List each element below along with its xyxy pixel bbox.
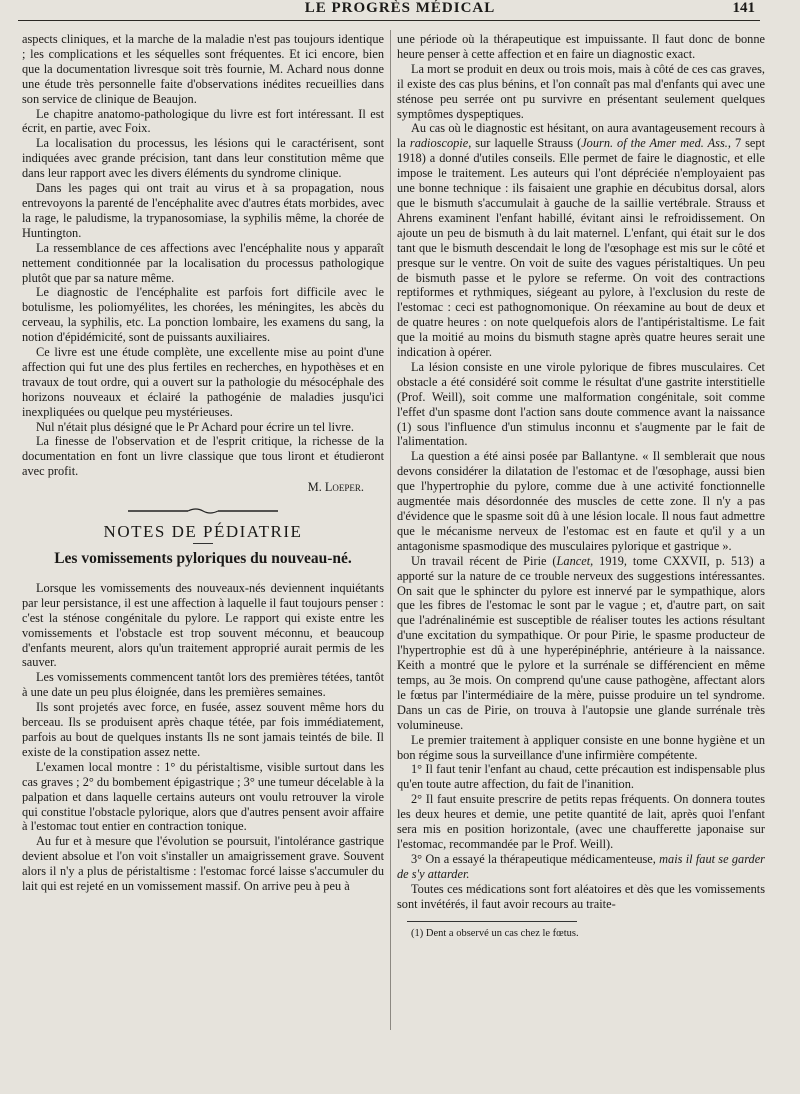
emphasis: mais il faut se garder de s'y attarder.: [397, 851, 765, 881]
paragraph: Ce livre est une étude complète, une excellente mise au point d'une affection qui fut une des plus fertiles en recherches, en hypothèses et en travaux de tout ordre, qui a ouvert sur la pathologie du mésocéphale des horizons nouveaux et éclairé la pathogénie de maladies jusqu'ici inexpliquées ou quelque peu mystérieuses.: [22, 345, 384, 419]
paragraph: [397, 852, 765, 882]
header-rule: [18, 20, 760, 21]
text-run: , 1919, tome CXXVII, p. 513) a apporté sur la nature de ce trouble nerveux des suggestions intéressantes. On sait que le sphincter du pylore est innervé par le sympathique, alors que les fibres de l'estomac le sont par le vague ; et, d'autre part, on sait que l'adrénalinémie est susceptible de réaliser toutes les actions résultant d'une excitation du sympathique. Or pour Pirie, le spasme producteur de l'hypertrophie est dû à une hyperépinéphrie, antérieure à la naissance. Keith a montré que le pylore et la surrénale se différencient en même temps, au 3e mois. On comprend qu'une cause pathogène, affectant alors le fœtus par l'intermédiaire de la mère, puisse produire un tel syndrome. Dans un cas de Pirie, on trouva à l'autopsie une glande surrénale très volumineuse.: [397, 553, 765, 732]
paragraph: Le chapitre anatomo-pathologique du livre est fort intéressant. Il est écrit, en partie, avec Foix.: [22, 106, 384, 136]
review-signature: M. Loeper.: [307, 480, 364, 495]
article-title: Les vomissements pyloriques du nouveau-né.: [54, 550, 352, 567]
paragraph: Lorsque les vomissements des nouveaux-nés deviennent inquiétants par leur persistance, il est une affection à laquelle il faut toujours penser : c'est la sténose congénitale du pylore. Le rapport qui existe entre les vomissements et l'obstacle est trop souvent méconnu, et beaucoup d'enfants meurent, alors qu'un traitement approprié aurait permis de les sauver.: [22, 580, 384, 670]
paragraph: L'examen local montre : 1° du péristaltisme, visible surtout dans les cas graves ; 2° du bombement épigastrique ; 3° une tumeur décelable à la palpation et dans laquelle certains auteurs ont voulu retrouver la virole qui constitue l'obstacle pylorique, alors que d'autres pensent avoir affaire à l'estomac tout entier en contraction tonique.: [22, 759, 384, 834]
paragraph: aspects cliniques, et la marche de la maladie n'est pas toujours identique ; les complications et les séquelles sont fréquentes. Et ici encore, bien que la documentation livresque soit très fournie, M. Achard nous donne une étude très personnelle faite d'observations inédites recueillies dans son service de clinique de Beaujon.: [22, 32, 384, 106]
paragraph: Nul n'était plus désigné que le Pr Achard pour écrire un tel livre.: [36, 419, 354, 434]
right-column: [397, 32, 765, 942]
paragraph: La lésion consiste en une virole pylorique de fibres musculaires. Cet obstacle a été considéré soit comme le résultat d'une gastrite interstitielle (Prof. Weill), soit comme une malformation congénitale, soit comme l'effet d'un spasme dont l'action sans doute commence avant la naissance (1) sous l'influence d'un stimulus inconnu et s'augmente par le fait de l'alimentation.: [397, 359, 765, 449]
paragraph: Dans les pages qui ont trait au virus et à sa propagation, nous entrevoyons la parenté de l'encéphalite avec d'autres états morbides, avec la rage, le paludisme, la trypanosomiase, la syphilis même, la chorée de Huntington.: [22, 181, 384, 240]
journal-citation: Lancet: [556, 553, 591, 568]
paragraph: Le diagnostic de l'encéphalite est parfois fort difficile avec le botulisme, les poliomyélites, les chorées, les méningites, les abcès du cerveau, la syphilis, etc. La ponction lombaire, les examens du sang, la notion d'épidémicité, sont de puissants auxiliaires.: [22, 285, 384, 345]
column-divider: [390, 30, 391, 1030]
page-header: [0, 0, 800, 22]
paragraph: 1° Il faut tenir l'enfant au chaud, cette précaution est indispensable plus qu'en toute autre affection, du fait de l'inanition.: [397, 762, 765, 792]
left-column: [22, 32, 384, 894]
paragraph: Ils sont projetés avec force, en fusée, assez souvent même hors du berceau. Ils se produisent après chaque tétée, par fois immédiatement, parfois au bout de quelques instants Ils ne sont jamais teintés de bile. Il existe de la constipation assez nette.: [22, 700, 384, 759]
paragraph: La finesse de l'observation et de l'esprit critique, la richesse de la documentation en font un livre classique que tous liront et étudieront avec profit.: [22, 434, 384, 479]
paragraph: La question a été ainsi posée par Ballantyne. « Il semblerait que nous devons considérer la dilatation de l'estomac et de l'œsophage, aussi bien que l'hypertrophie du pylore, comme due à une activité fonctionnelle augmentée mais désordonnée des muscles de cette zone. Il n'y a pas d'évidence que le spasme soit dû à une lésion locale. Il nous faut admettre que le mécanisme nerveux de l'estomac est en faute et qu'il y a un antagonisme spasmodique des musculaires pylorique et gastrique ».: [397, 449, 765, 553]
paragraph: La mort se produit en deux ou trois mois, mais à côté de ces cas graves, il existe des cas plus bénins, et l'on connaît pas mal d'enfants qui avec une sténose peu serrée ont pu survivre en présentant seulement quelques symptômes dyspeptiques.: [397, 61, 765, 121]
page-number: 141: [732, 0, 755, 16]
paragraph: [397, 121, 765, 360]
footnote: (1) Dent a observé un cas chez le fœtus.: [411, 928, 579, 940]
journal-citation: Journ. of the Amer med. Ass.: [581, 136, 728, 151]
footnote-rule: [407, 921, 577, 922]
paragraph: Toutes ces médications sont fort aléatoires et dès que les vomissements sont invétérés, il faut avoir recours au traite-: [397, 881, 765, 911]
paragraph: 2° Il faut ensuite prescrire de petits repas fréquents. On donnera toutes les deux heures et demie, une petite quantité de lait, après quoi l'enfant sera mis en position horizontale, (avec une chaufferette japonaise sur l'estomac, recommandée par le Prof. Weill).: [397, 792, 765, 851]
journal-title: LE PROGRÈS MÉDICAL: [304, 0, 496, 16]
paragraph: La localisation du processus, les lésions qui le caractérisent, sont indiquées avec grande précision, tant dans leur constitution même que dans leur rapport avec les divers éléments du syndrome clinique.: [22, 136, 384, 181]
text-run: Au cas où le diagnostic est hésitant, on aura avantageusement recours à la: [397, 121, 765, 151]
section-title: NOTES DE PÉDIATRIE: [103, 522, 303, 542]
paragraph: Les vomissements commencent tantôt lors des premières tétées, tantôt à une date un peu plus éloignée, dans les premières semaines.: [22, 670, 384, 700]
text-run: Un travail récent de Pirie (: [411, 553, 557, 568]
paragraph: La ressemblance de ces affections avec l'encéphalite nous y apparaît nettement conditionnée par la localisation du processus pathologique plutôt que par sa nature même.: [22, 240, 384, 285]
paragraph: [397, 554, 765, 733]
ornamental-separator: [22, 507, 384, 515]
paragraph: Le premier traitement à appliquer consiste en une bonne hygiène et un bon régime sous la surveillance d'une infirmière compétente.: [397, 732, 765, 762]
paragraph: Au fur et à mesure que l'évolution se poursuit, l'intolérance gastrique devient absolue et l'on voit s'installer un amaigrissement grave. Souvent alors il n'y a plus de péristaltisme : l'estomac forcé laisse s'accumuler du lait qui est rejeté en un vomissement massif. On arrive peu à peu à: [22, 834, 384, 894]
section-rule: [193, 543, 213, 544]
emphasis: radioscopie: [409, 136, 469, 151]
text-run: , sur laquelle Strauss (: [468, 136, 582, 151]
text-run: , 7 sept 1918) a donné d'utiles conseils. Elle permet de faire le diagnostic, et elle impose le traitement. Les auteurs qui l'ont dépréciée n'employaient pas une bonne technique : ils faisaient une graphie en décubitus dorsal, alors que le bismuth s'accumulait à gauche de la saillie vertébrale. Strauss et Ahrens examinent l'enfant habillé, évitant ainsi le refroidissement. On ajoute un peu de bismuth à du lait maternel. L'enfant, qui était sur le dos tant que le bismuth descendait le long de l'œsophage est mis sur le côté et presque sur le ventre. On voit de suite des vagues péristaltiques. Un peu de bismuth passe et le pylore se referme. On voit des contractions reptiformes et rythmiques, siégeant au pylore, à l'exclusion du reste de l'estomac : ceci est pathognomonique. On réexamine au bout de deux et de quatre heures : on note quelquefois alors de l'antipéristaltisme. Le fait que la moitié au moins du bismuth stagne après quatre heures serait une indication à opérer.: [397, 136, 766, 360]
paragraph: une période où la thérapeutique est impuissante. Il faut donc de bonne heure penser à cette affection et en faire un diagnostic exact.: [397, 32, 765, 61]
text-run: 3° On a essayé la thérapeutique médicamenteuse,: [411, 851, 660, 866]
